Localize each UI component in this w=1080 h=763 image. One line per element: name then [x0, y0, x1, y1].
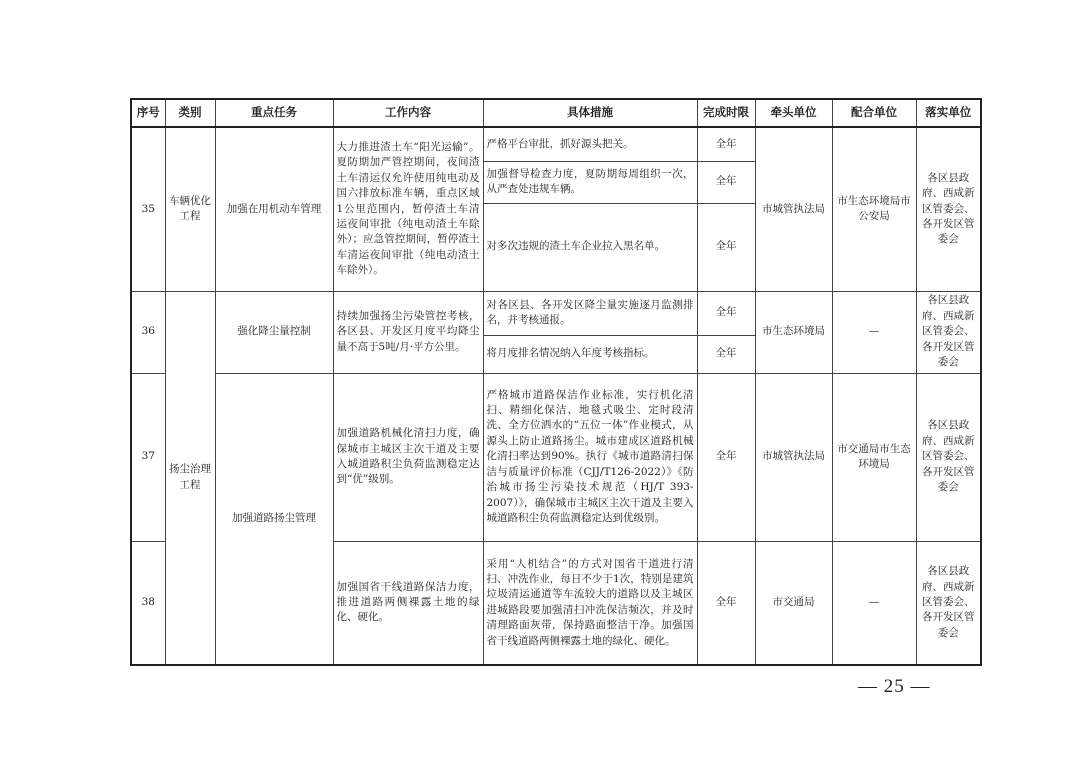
header-cell: 序号 — [131, 99, 165, 127]
row-number: 36 — [131, 291, 165, 373]
category-cell: 扬尘治理工程 — [165, 291, 215, 665]
measure-cell: 加强督导检查力度，夏防期每周组织一次，从严查处违规车辆。 — [483, 161, 697, 203]
header-row — [131, 99, 981, 127]
lead-unit-cell: 市交通局 — [755, 541, 832, 665]
row-number: 38 — [131, 541, 165, 665]
assist-unit-cell: 市交通局市生态环境局 — [832, 373, 916, 541]
measure-cell: 采用“人机结合”的方式对国省干道进行清扫、冲洗作业，每日不少于1次，特别是建筑垃圾清运通道等车流较大的道路以及主城区进城路段要加强清扫冲洗保洁频次，并及时清理路面灰带，保持路面整洁干净。加强国省干线道路两侧裸露土地的绿化、硬化。 — [483, 541, 697, 665]
deadline-cell: 全年 — [697, 161, 755, 203]
row-number: 35 — [131, 127, 165, 291]
content-cell: 大力推进渣土车“阳光运输”。夏防期加严管控期间，夜间渣土车清运仅允许使用纯电动及国六排放标准车辆，重点区域1公里范围内，暂停渣土车清运夜间审批（纯电动渣土车除外）；应急管控期间，暂停渣土车清运夜间审批（纯电动渣土车除外）。 — [333, 127, 483, 291]
deadline-cell: 全年 — [697, 373, 755, 541]
task-table — [130, 98, 982, 666]
task-cell: 加强道路扬尘管理 — [215, 373, 333, 665]
header-cell: 配合单位 — [832, 99, 916, 127]
header-cell: 工作内容 — [333, 99, 483, 127]
table-row — [131, 291, 981, 335]
task-cell: 加强在用机动车管理 — [215, 127, 333, 291]
row-number: 37 — [131, 373, 165, 541]
lead-unit-cell: 市城管执法局 — [755, 127, 832, 291]
content-cell: 持续加强扬尘污染管控考核，各区县、开发区月度平均降尘量不高于5吨/月·平方公里。 — [333, 291, 483, 373]
header-cell: 重点任务 — [215, 99, 333, 127]
deadline-cell: 全年 — [697, 203, 755, 291]
header-cell: 落实单位 — [916, 99, 981, 127]
measure-cell: 将月度排名情况纳入年度考核指标。 — [483, 335, 697, 373]
table-row — [131, 127, 981, 161]
implement-unit-cell: 各区县政府、西咸新区管委会、各开发区管委会 — [916, 291, 981, 373]
header-cell: 具体措施 — [483, 99, 697, 127]
content-cell: 加强国省干线道路保洁力度，推进道路两侧裸露土地的绿化、硬化。 — [333, 541, 483, 665]
assist-unit-cell: 市生态环境局市公安局 — [832, 127, 916, 291]
content-cell: 加强道路机械化清扫力度，确保城市主城区主次干道及主要入城道路积尘负荷监测稳定达到“优”级别。 — [333, 373, 483, 541]
category-cell: 车辆优化工程 — [165, 127, 215, 291]
assist-unit-cell: — — [832, 291, 916, 373]
deadline-cell: 全年 — [697, 127, 755, 161]
implement-unit-cell: 各区县政府、西咸新区管委会、各开发区管委会 — [916, 373, 981, 541]
assist-unit-cell: — — [832, 541, 916, 665]
implement-unit-cell: 各区县政府、西咸新区管委会、各开发区管委会 — [916, 127, 981, 291]
header-cell: 类别 — [165, 99, 215, 127]
lead-unit-cell: 市城管执法局 — [755, 373, 832, 541]
header-cell: 完成时限 — [697, 99, 755, 127]
deadline-cell: 全年 — [697, 335, 755, 373]
table-row — [131, 373, 981, 541]
page-number: — 25 — — [858, 676, 931, 697]
measure-cell: 对多次违规的渣土车企业拉入黑名单。 — [483, 203, 697, 291]
implement-unit-cell: 各区县政府、西咸新区管委会、各开发区管委会 — [916, 541, 981, 665]
header-cell: 牵头单位 — [755, 99, 832, 127]
measure-cell: 严格平台审批，抓好源头把关。 — [483, 127, 697, 161]
deadline-cell: 全年 — [697, 541, 755, 665]
measure-cell: 对各区县、各开发区降尘量实施逐月监测排名，并考核通报。 — [483, 291, 697, 335]
deadline-cell: 全年 — [697, 291, 755, 335]
task-cell: 强化降尘量控制 — [215, 291, 333, 373]
lead-unit-cell: 市生态环境局 — [755, 291, 832, 373]
measure-cell: 严格城市道路保洁作业标准，实行机化清扫、精细化保洁、地毯式吸尘、定时段清洗、全方位洒水的“五位一体”作业模式，从源头上防止道路扬尘。城市建成区道路机械化清扫率达到90%。执行《城市道路清扫保洁与质量评价标准（CJJ/T126-2022）》《防治城市扬尘污染技术规范（HJ/T 393-2007）》，确保城市主城区主次干道及主要入城道路积尘负荷监测稳定达到优级别。 — [483, 373, 697, 541]
